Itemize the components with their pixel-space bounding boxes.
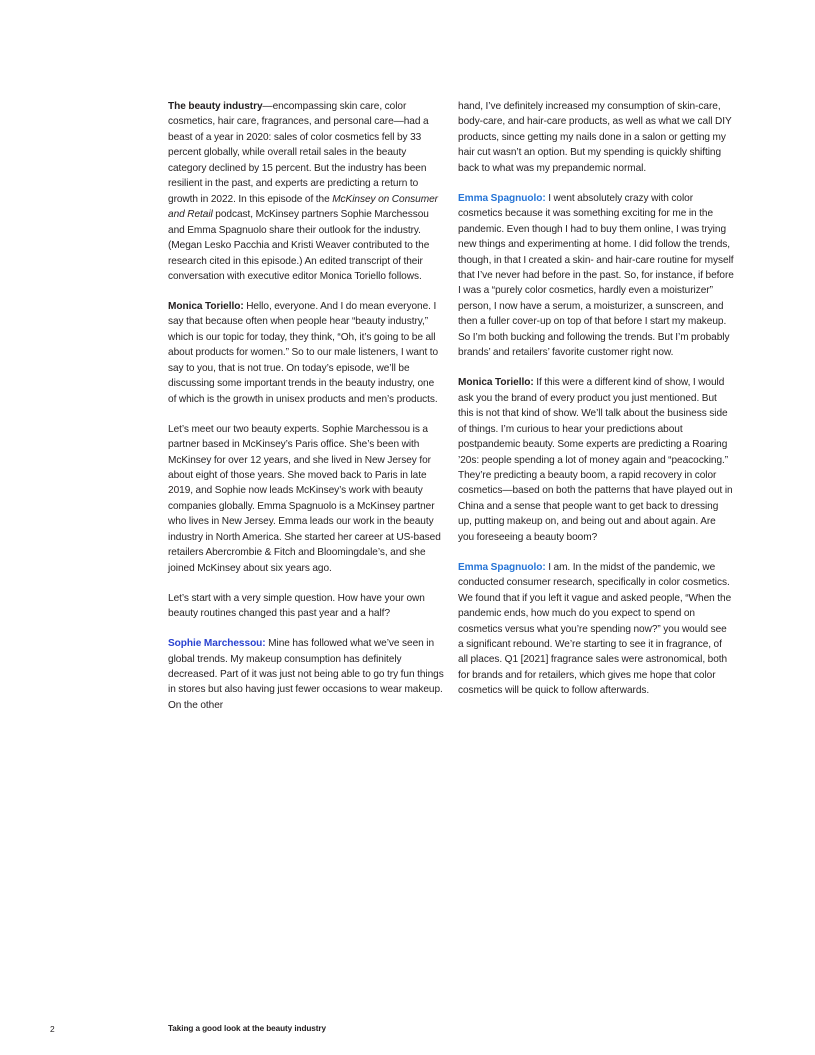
- left-column: [168, 99, 444, 713]
- paragraph-emma-1: [458, 191, 734, 361]
- footer-running-title: Taking a good look at the beauty industry: [168, 1024, 326, 1033]
- speech-text: Let’s start with a very simple question. How have your own beauty routines changed this past year and a half?: [168, 592, 425, 620]
- speech-text: Let’s meet our two beauty experts. Sophie Marchessou is a partner based in McKinsey’s Paris office. She’s been with McKinsey for over 12 years, and she lived in New Jersey for about eight of those years. She moved back to Paris in late 2019, and Sophie now leads McKinsey’s work with beauty companies globally. Emma Spagnuolo is a McKinsey partner who lives in New Jersey. Emma leads our work in the beauty industry in North America. She started her career at US-based retailers Abercrombie & Fitch and Bloomingdale’s, and she joined McKinsey about six years ago.: [168, 423, 441, 574]
- paragraph-question: [168, 591, 444, 622]
- speech-text: hand, I’ve definitely increased my consumption of skin-care, body-care, and hair-care products, as well as what we call DIY products, since getting my nails done in a salon or getting my hair cut wasn’t an option. But my spending is quickly shifting back to what was my prepandemic normal.: [458, 101, 732, 174]
- intro-text-a: —encompassing skin care, color cosmetics, hair care, fragrances, and personal care—had a beast of a year in 2020: sales of color cosmetics fell by 33 percent globally, while overall retail sales in the beauty category declined by 15 percent. But the industry has been resilient in the past, and experts are predicting a return to growth in 2022. In this episode of the: [168, 101, 429, 205]
- speech-text: If this were a different kind of show, I would ask you the brand of every product you just mentioned. But this is not that kind of show. We’ll talk about the business side of things. I’m curious to hear your predictions about postpandemic beauty. Some experts are predicting a Roaring ’20s: people spending a lot of money again and “peacocking.” They’re predicting a beauty boom, a rapid recovery in color cosmetics—based on both the patterns that have played out in China and a sense that people want to get back to dressing up, putting makeup on, and being out and about again. Are you foreseeing a beauty boom?: [458, 377, 733, 543]
- speaker-label-emma: Emma Spagnuolo:: [458, 192, 546, 204]
- intro-text-b: podcast, McKinsey partners Sophie Marchessou and Emma Spagnuolo share their outlook for the industry. (Megan Lesko Pacchia and Kristi Weaver contributed to the research cited in this episode.) An edited transcript of their conversation with executive editor Monica Toriello follows.: [168, 209, 430, 282]
- paragraph-experts-bio: [168, 422, 444, 577]
- speaker-label-sophie: Sophie Marchessou:: [168, 638, 266, 650]
- podcast-title: McKinsey on Consumer and Retail: [168, 193, 438, 221]
- speaker-label-emma: Emma Spagnuolo:: [458, 561, 546, 573]
- paragraph-sophie-continued: [458, 99, 734, 176]
- speech-text: I am. In the midst of the pandemic, we conducted consumer research, specifically in color cosmetics. We found that if you left it vague and asked people, “When the pandemic ends, how much do you expect to spend on cosmetics versus what you’re spending now?” you would see a significant rebound. We’re starting to see it in fragrance, of all places. Q1 [2021] fragrance sales were astronomical, both for brands and for retailers, which gives me hope that color cosmetics will be quick to follow afterwards.: [458, 561, 732, 697]
- paragraph-monica-2: [458, 375, 734, 545]
- speech-text: Mine has followed what we’ve seen in global trends. My makeup consumption has definitely decreased. Part of it was just not being able to go try fun things in stores but also having just fewer occasions to wear makeup. On the other: [168, 638, 444, 711]
- paragraph-intro: [168, 99, 444, 284]
- paragraph-emma-2: [458, 560, 734, 699]
- speaker-label-monica: Monica Toriello:: [168, 300, 244, 312]
- paragraph-sophie-1: [168, 636, 444, 713]
- speaker-label-monica: Monica Toriello:: [458, 377, 534, 389]
- speech-text: I went absolutely crazy with color cosmetics because it was something exciting for me in the pandemic. Even though I had to buy them online, I was trying new things and experimenting at home. I did follow the trends, though, in that I created a skin- and hair-care routine for myself that I’ve never had before in the past. So, for instance, if before I was a “purely color cosmetics, hardly even a moisturizer” person, I now have a serum, a moisturizer, a sunscreen, and then a fuller cover-up on top of that before I start my makeup. So I’m both bucking and following the trends. But I’m probably brands’ and retailers’ favorite customer right now.: [458, 192, 734, 359]
- paragraph-monica-1: [168, 299, 444, 407]
- article-body: [168, 99, 734, 713]
- lead-in-phrase: The beauty industry: [168, 101, 263, 112]
- page-footer: [0, 1021, 815, 1041]
- right-column: [458, 99, 734, 713]
- speech-text: Hello, everyone. And I do mean everyone. I say that because often when people hear “beauty industry,” which is our topic for today, they think, “Oh, it’s going to be all about products for women.” So to our male listeners, I want to say to you, that is not true. On today’s episode, we’ll be discussing some important trends in the beauty industry, one of which is the growth in unisex products and men’s products.: [168, 300, 439, 405]
- page-number: 2: [50, 1024, 55, 1034]
